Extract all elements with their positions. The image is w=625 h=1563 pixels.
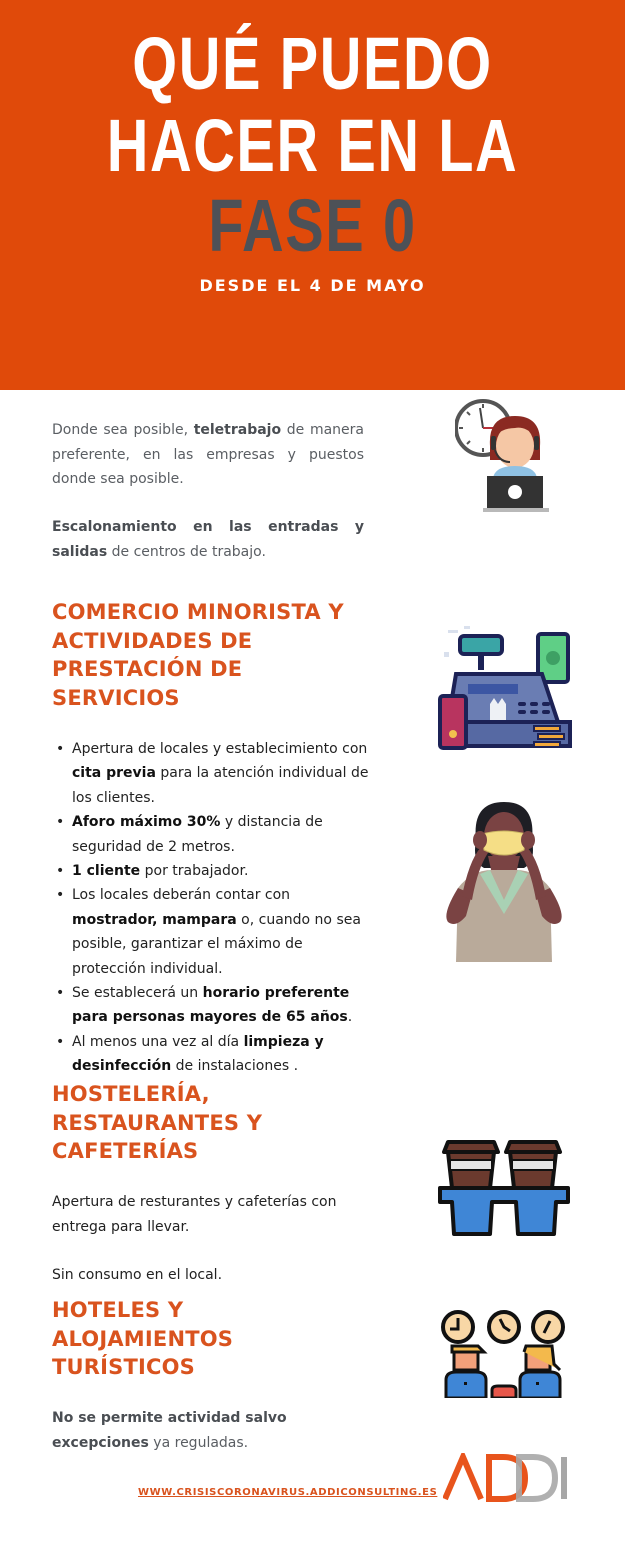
bullet-text: Los locales deberán contar con [72, 887, 291, 904]
bullet-text: por trabajador. [140, 863, 249, 880]
intro-p1-bold: teletrabajo [193, 422, 282, 438]
hoteles-title-line: HOTELES Y [52, 1298, 184, 1322]
comercio-title-line: ACTIVIDADES DE [52, 628, 253, 653]
bullet-bold: limpieza y desinfección [72, 1033, 324, 1075]
title-line-2: HACER EN LA [106, 104, 519, 187]
intro-paragraph-2 [52, 515, 364, 564]
addi-logo-mark [443, 1453, 573, 1503]
woman-putting-on-mask-icon [432, 796, 574, 962]
hosteleria-paragraph-1: Apertura de resturantes y cafeterías con entrega para llevar. [52, 1194, 337, 1235]
list-item [52, 1030, 372, 1079]
hoteles-p1-post: ya reguladas. [148, 1434, 249, 1451]
bullet-text: Se establecerá un [72, 985, 203, 1002]
bullet-bold: cita previa [72, 765, 156, 782]
hoteles-paragraph [52, 1406, 364, 1455]
list-item [52, 737, 372, 810]
hoteles-p1-bold: No se permite actividad salvo excepciones [52, 1410, 287, 1451]
bullet-text: y distancia de seguridad de 2 metros. [72, 814, 323, 855]
comercio-bullet-list [52, 737, 372, 1079]
bullet-bold: Aforo máximo 30% [72, 814, 221, 831]
hosteleria-title-line: HOSTELERÍA, [52, 1082, 210, 1106]
intro-p1-post: de manera preferente, en las empresas y puestos donde sea posible. [52, 422, 364, 487]
list-item [52, 883, 372, 981]
comercio-title-line: SERVICIOS [52, 685, 180, 710]
bullet-text: . [347, 1009, 353, 1026]
intro-p1-pre: Donde sea posible, [52, 422, 194, 438]
comercio-title-line: COMERCIO MINORISTA Y [52, 600, 344, 624]
takeaway-coffee-tray-icon [438, 1138, 570, 1238]
list-item [52, 859, 372, 883]
website-link[interactable]: WWW.CRISISCORONAVIRUS.ADDICONSULTING.ES [138, 1487, 438, 1498]
bullet-text: Al menos una vez al día [72, 1033, 244, 1050]
bullet-bold: 1 cliente [72, 863, 141, 880]
hosteleria-paragraph-2: Sin consumo en el local. [52, 1267, 223, 1283]
section-title-hoteles [52, 1296, 382, 1382]
hotel-reception-clocks-icon [440, 1308, 568, 1398]
comercio-title-line: PRESTACIÓN DE [52, 657, 243, 681]
hoteles-title-line: ALOJAMIENTOS [52, 1326, 234, 1351]
bullet-text: o, cuando no sea posible, garantizar el máximo de protección individual. [72, 911, 361, 977]
list-item [52, 810, 372, 859]
cash-register-icon [438, 622, 576, 754]
title-line-1: QUÉ PUEDO [132, 22, 493, 105]
bullet-bold: mostrador, mampara [72, 911, 237, 928]
intro-paragraph-1 [52, 418, 364, 492]
bullet-text: para la atención individual de los clientes. [72, 765, 369, 806]
bullet-text: de instalaciones . [171, 1058, 299, 1075]
intro-p2-post: de centros de trabajo. [107, 543, 266, 560]
telework-woman-clock-laptop-icon [455, 398, 555, 516]
intro-p2-bold: Escalonamiento en las entradas y salidas [52, 519, 364, 560]
hero-banner [0, 0, 625, 390]
bullet-text: Apertura de locales y establecimiento con [72, 741, 368, 757]
addi-logo [443, 1453, 573, 1503]
subtitle: DESDE EL 4 DE MAYO [199, 276, 426, 295]
list-item [52, 981, 372, 1030]
section-title-comercio [52, 598, 382, 712]
section-title-hosteleria [52, 1080, 382, 1166]
hosteleria-title-line: CAFETERÍAS [52, 1139, 199, 1163]
bullet-bold: horario preferente para personas mayores de 65 años [72, 985, 350, 1026]
title-line-3: FASE 0 [208, 184, 417, 267]
hosteleria-title-line: RESTAURANTES Y [52, 1110, 263, 1135]
hoteles-title-line: TURÍSTICOS [52, 1355, 196, 1379]
